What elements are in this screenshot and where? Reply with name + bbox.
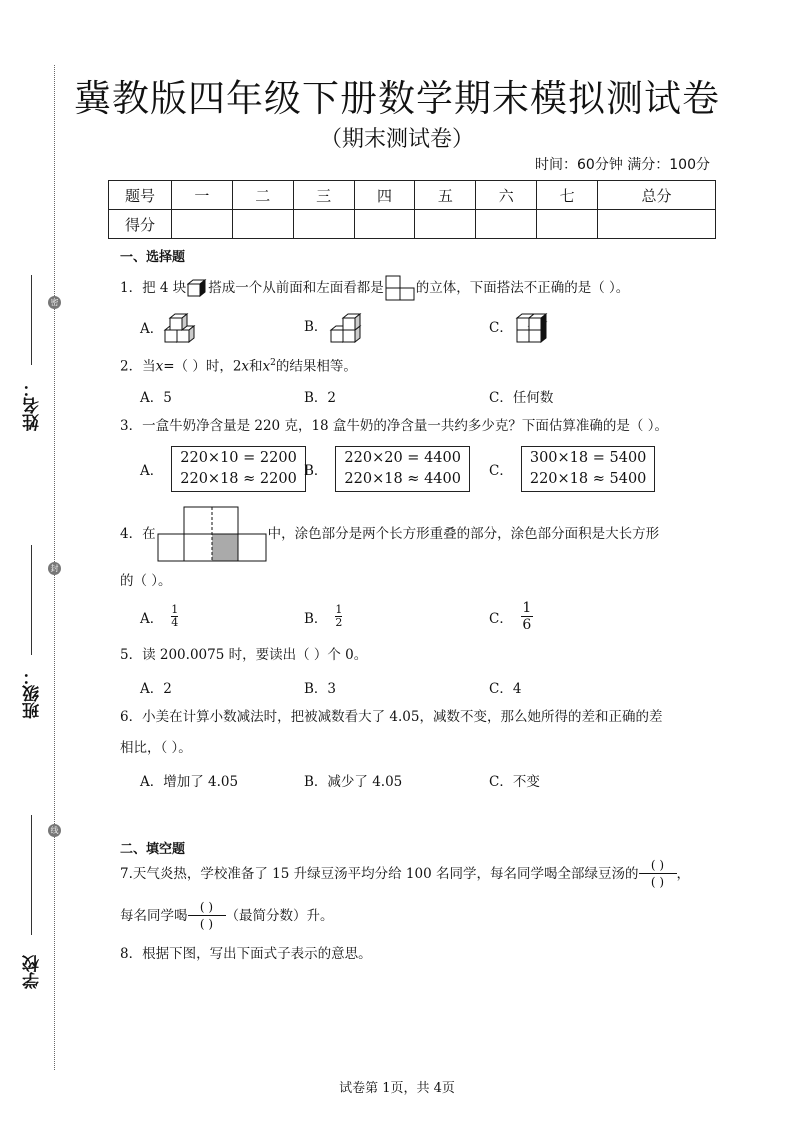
q1-text-post: 的立体，下面搭法不正确的是（ ）。 <box>415 280 630 296</box>
q2-text-c: 和 <box>249 358 263 375</box>
section-heading-choice: 一、选择题 <box>120 250 186 265</box>
q4-option-a[interactable] <box>140 604 178 629</box>
q7-text-1: 7.天气炎热，学校准备了 15 升绿豆汤平均分给 100 名同学，每名同学喝全部绿豆汤的 <box>120 865 639 882</box>
equation-line: 220×18 ≈ 4400 <box>344 471 461 487</box>
q4-option-b[interactable] <box>304 604 342 629</box>
question-7-line-1 <box>120 858 690 889</box>
fraction <box>171 604 178 629</box>
q3-option-c[interactable] <box>489 446 655 492</box>
score-input-cell[interactable] <box>172 210 233 239</box>
numerator-blank: ( ) <box>650 858 665 872</box>
q2-text-d: 的结果相等。 <box>275 358 357 375</box>
numerator-blank: ( ) <box>199 900 214 914</box>
denominator: 2 <box>335 616 343 629</box>
question-6-line-2: 相比，（ ）。 <box>120 740 192 756</box>
option-label: C． <box>489 463 513 479</box>
q3-option-b[interactable] <box>304 446 470 492</box>
q2-text-b: =（ ）时，2 <box>163 358 242 375</box>
option-label: A． <box>140 610 164 627</box>
section-heading-fill: 二、填空题 <box>120 842 186 857</box>
numerator: 1 <box>522 600 532 616</box>
table-cell: 六 <box>476 181 537 210</box>
option-label: B． <box>304 610 328 627</box>
name-label: 姓名： <box>23 380 43 431</box>
seal-mark-mi: 密 <box>48 296 61 309</box>
table-cell: 七 <box>537 181 598 210</box>
table-cell: 二 <box>232 181 293 210</box>
q1-option-c[interactable] <box>489 308 557 344</box>
seal-mark-feng: 封 <box>48 562 61 575</box>
equation-line: 220×18 ≈ 5400 <box>529 471 647 487</box>
cube-stack-c-icon <box>513 308 557 344</box>
q6-option-c[interactable]: C．不变 <box>489 774 540 790</box>
fraction <box>521 600 533 633</box>
question-1 <box>120 275 629 301</box>
q1-text-mid: 搭成一个从前面和左面看都是 <box>208 280 384 296</box>
question-4 <box>120 506 659 562</box>
q7-comma: ， <box>676 865 690 882</box>
question-6-line-1: 6．小美在计算小数减法时，把被减数看大了 4.05，减数不变，那么她所得的差和正确的差 <box>120 709 663 725</box>
numerator: 1 <box>335 603 343 616</box>
option-label: C． <box>489 610 513 627</box>
page-footer: 试卷第 1页，共 4页 <box>339 1081 455 1096</box>
q7-text-3: （最简分数）升。 <box>225 907 334 924</box>
table-cell: 一 <box>172 181 233 210</box>
q2-option-c[interactable]: C．任何数 <box>489 390 554 406</box>
rectangle-overlap-figure <box>157 506 267 562</box>
option-label: B． <box>304 319 328 335</box>
exponent: 2 <box>270 358 276 368</box>
time-info: 时间：60分钟 满分：100分 <box>535 157 710 173</box>
q1-text-pre: 1．把 4 块 <box>120 280 187 296</box>
option-label: A． <box>140 321 164 337</box>
class-label: 班级： <box>23 668 43 719</box>
school-label: 学校 <box>23 955 43 989</box>
score-table <box>108 180 716 239</box>
q2-option-b[interactable]: B．2 <box>304 390 337 406</box>
q5-option-a[interactable]: A．2 <box>140 681 172 697</box>
q6-option-a[interactable]: A．增加了 4.05 <box>140 774 239 790</box>
score-input-cell[interactable] <box>476 210 537 239</box>
table-cell: 五 <box>415 181 476 210</box>
cube-stack-a-icon <box>163 308 203 346</box>
q6-option-b[interactable]: B．减少了 4.05 <box>304 774 403 790</box>
denominator: 4 <box>171 616 179 629</box>
table-cell: 总分 <box>598 181 716 210</box>
question-7-line-2 <box>120 900 334 931</box>
score-input-cell[interactable] <box>537 210 598 239</box>
var-x: x <box>262 358 271 375</box>
score-input-cell[interactable] <box>232 210 293 239</box>
q7-text-2: 每名同学喝 <box>120 907 188 924</box>
answer-fraction-blank[interactable] <box>639 858 677 889</box>
name-underline[interactable] <box>31 275 32 365</box>
score-input-cell[interactable] <box>354 210 415 239</box>
page-title: 冀教版四年级下册数学期末模拟测试卷 <box>74 77 720 120</box>
denominator: 6 <box>522 617 532 633</box>
cube-icon <box>187 279 207 297</box>
equation-line: 220×10 = 2200 <box>180 450 297 466</box>
equation-line: 220×18 ≈ 2200 <box>180 471 297 487</box>
equation-line: 220×20 = 4400 <box>344 450 461 466</box>
answer-fraction-blank[interactable] <box>188 900 226 931</box>
denominator-blank: ( ) <box>199 917 214 931</box>
numerator: 1 <box>171 603 179 616</box>
table-cell: 得分 <box>109 210 172 239</box>
q5-option-c[interactable]: C．4 <box>489 681 522 697</box>
equation-box <box>171 446 306 492</box>
option-label: A． <box>140 463 164 479</box>
view-grid-icon <box>385 275 415 301</box>
table-cell: 四 <box>354 181 415 210</box>
q1-option-a[interactable] <box>140 308 203 346</box>
var-x: x <box>241 358 250 375</box>
question-2 <box>120 353 357 377</box>
fraction <box>335 604 342 629</box>
q4-text-pre: 4．在 <box>120 526 156 542</box>
q4-option-c[interactable] <box>489 600 533 633</box>
equation-line: 300×18 = 5400 <box>529 450 647 466</box>
option-label: B． <box>304 463 328 479</box>
class-underline[interactable] <box>31 545 32 655</box>
q3-option-a[interactable] <box>140 446 306 492</box>
table-cell: 题号 <box>109 181 172 210</box>
q2-option-a[interactable]: A．5 <box>140 390 172 406</box>
option-label: C． <box>489 320 513 336</box>
denominator-blank: ( ) <box>650 875 665 889</box>
question-3: 3．一盒牛奶净含量是 220 克，18 盒牛奶的净含量一共约多少克？下面估算准确的是（ ）。 <box>120 418 668 434</box>
page-subtitle: （期末测试卷） <box>319 127 474 152</box>
score-input-cell[interactable] <box>415 210 476 239</box>
score-table-header-row <box>109 181 716 210</box>
seal-mark-xian: 线 <box>48 824 61 837</box>
q4-text-post: 中，涂色部分是两个长方形重叠的部分，涂色部分面积是大长方形 <box>267 526 660 542</box>
question-8: 8．根据下图，写出下面式子表示的意思。 <box>120 946 372 962</box>
cube-stack-b-icon <box>327 304 367 346</box>
score-input-cell[interactable] <box>598 210 716 239</box>
question-5: 5．读 200.0075 时，要读出（ ）个 0。 <box>120 647 368 663</box>
score-table-score-row <box>109 210 716 239</box>
equation-box <box>335 446 470 492</box>
q1-option-b[interactable] <box>304 304 367 346</box>
var-x: x <box>155 358 164 375</box>
score-input-cell[interactable] <box>293 210 354 239</box>
q5-option-b[interactable]: B．3 <box>304 681 337 697</box>
equation-box <box>521 446 656 492</box>
question-4-cont: 的（ ）。 <box>120 573 172 589</box>
q2-text-a: 2．当 <box>120 358 156 375</box>
school-underline[interactable] <box>31 815 32 935</box>
table-cell: 三 <box>293 181 354 210</box>
